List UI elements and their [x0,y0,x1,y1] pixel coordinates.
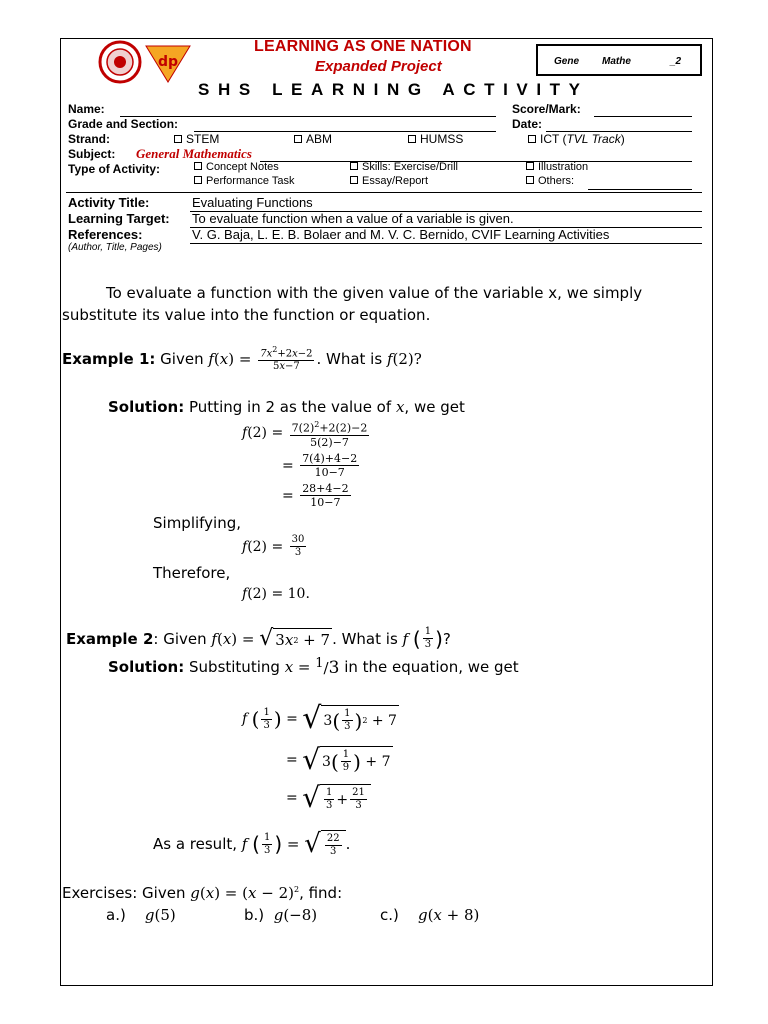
intro-paragraph: To evaluate a function with the given value of the variable x, we simply substitute its value into the function or equation. [62,284,643,324]
score-label: Score/Mark: [512,102,581,116]
svg-text:dp: dp [158,54,179,70]
subject-line [260,161,692,162]
simplifying-label: Simplifying, [153,514,242,532]
references-note: (Author, Title, Pages) [68,242,162,253]
therefore-label: Therefore, [153,564,231,582]
project-subtitle: Expanded Project [315,58,442,75]
subject-value: General Mathematics [136,146,252,161]
type-concept-notes[interactable]: Concept Notes [194,161,279,173]
eq2-line2: = √ 3 ( $\frac{1}{9}$ ) + 7 [286,743,391,776]
exercise-b: b.) g (−8) [244,906,318,924]
eq1-line3: = $\frac{28+4-2}{10-7}$ [282,482,349,509]
date-label: Date: [512,117,543,131]
activity-title-label: Activity Title: [68,195,150,210]
learning-target-value: To evaluate function when a value of a variable is given. [192,211,514,226]
strand-ict[interactable]: ICT (TVL Track) [528,132,625,146]
type-skills[interactable]: Skills: Exercise/Drill [350,161,458,173]
eq1-simplified: f (2) = $\frac{30}{3}$ [242,534,305,558]
learning-target-label: Learning Target: [68,211,170,226]
strand-stem[interactable]: STEM [174,132,219,146]
checkbox-icon [350,162,358,170]
example2: Example 2 : Given f ( x ) = √ 3 x 2 + 7 . What is f ( $\frac{1}{3}$ ) ? [66,625,451,651]
references-label: References: [68,227,143,242]
exercises: Exercises: Given g ( x ) = ( x − 2)$^2$ , find: [62,884,343,902]
eq1-line1: f (2) = $\frac{7(2)^2+2(2)-2}{5(2)-7}$ [242,420,368,449]
strand-abm[interactable]: ABM [294,132,332,146]
references-line [190,243,702,244]
type-essay[interactable]: Essay/Report [350,175,428,187]
checkbox-icon [408,135,416,143]
score-line[interactable] [594,116,692,117]
subject-label: Subject: [68,147,116,161]
checkbox-icon [526,176,534,184]
checkbox-icon [528,135,536,143]
code-subject: Gene [554,56,580,67]
eq2-result: As a result, f ( $\frac{1}{3}$ ) = √ $\frac{22}{3}$ . [153,829,351,859]
strand-humss[interactable]: HUMSS [408,132,463,146]
eq1-line2: = $\frac{7(4)+4-2}{10-7}$ [282,452,358,479]
eq2-line3: = √ $\frac{1}{3}$ + $\frac{21}{3}$ [286,784,371,812]
others-line[interactable] [588,189,692,190]
checkbox-icon [194,176,202,184]
solution1: Solution: Putting in 2 as the value of x , we get [108,398,465,416]
code-course: Mathe [602,56,631,67]
checkbox-icon [350,176,358,184]
type-others[interactable]: Others: [526,175,574,187]
activity-heading: SHS LEARNING ACTIVITY [198,80,589,99]
project-title: LEARNING AS ONE NATION [254,38,472,55]
type-performance-task[interactable]: Performance Task [194,175,294,187]
solution2: Solution: Substituting x = $^1$/3 in the equation, we get [108,656,519,678]
code-box [536,44,702,76]
activity-title-value: Evaluating Functions [192,195,313,210]
checkbox-icon [526,162,534,170]
exercise-c: c.) g ( x + 8) [380,906,480,924]
example1: Example 1: Given f ( x ) = $\frac{7x^2+2x-2}{5x-7}$ . What is f (2)? [62,345,422,373]
checkbox-icon [294,135,302,143]
code-number: _2 [670,56,682,67]
divider [66,192,702,193]
name-label: Name: [68,102,105,116]
strand-label: Strand: [68,132,110,146]
type-label: Type of Activity: [68,162,161,176]
eq2-line1: f ( $\frac{1}{3}$ ) = √ 3 ( $\frac{1}{3}$ ) 2 + 7 [242,701,397,736]
references-value: V. G. Baja, L. E. B. Bolaer and M. V. C. Bernido, CVIF Learning Activities [192,227,610,242]
type-illustration[interactable]: Illustration [526,161,588,173]
exercise-a: a.) g (5) [106,906,176,924]
checkbox-icon [194,162,202,170]
checkbox-icon [174,135,182,143]
eq1-result: f (2) = 10. [242,586,310,602]
deped-logo [98,40,194,84]
grade-label: Grade and Section: [68,117,179,131]
